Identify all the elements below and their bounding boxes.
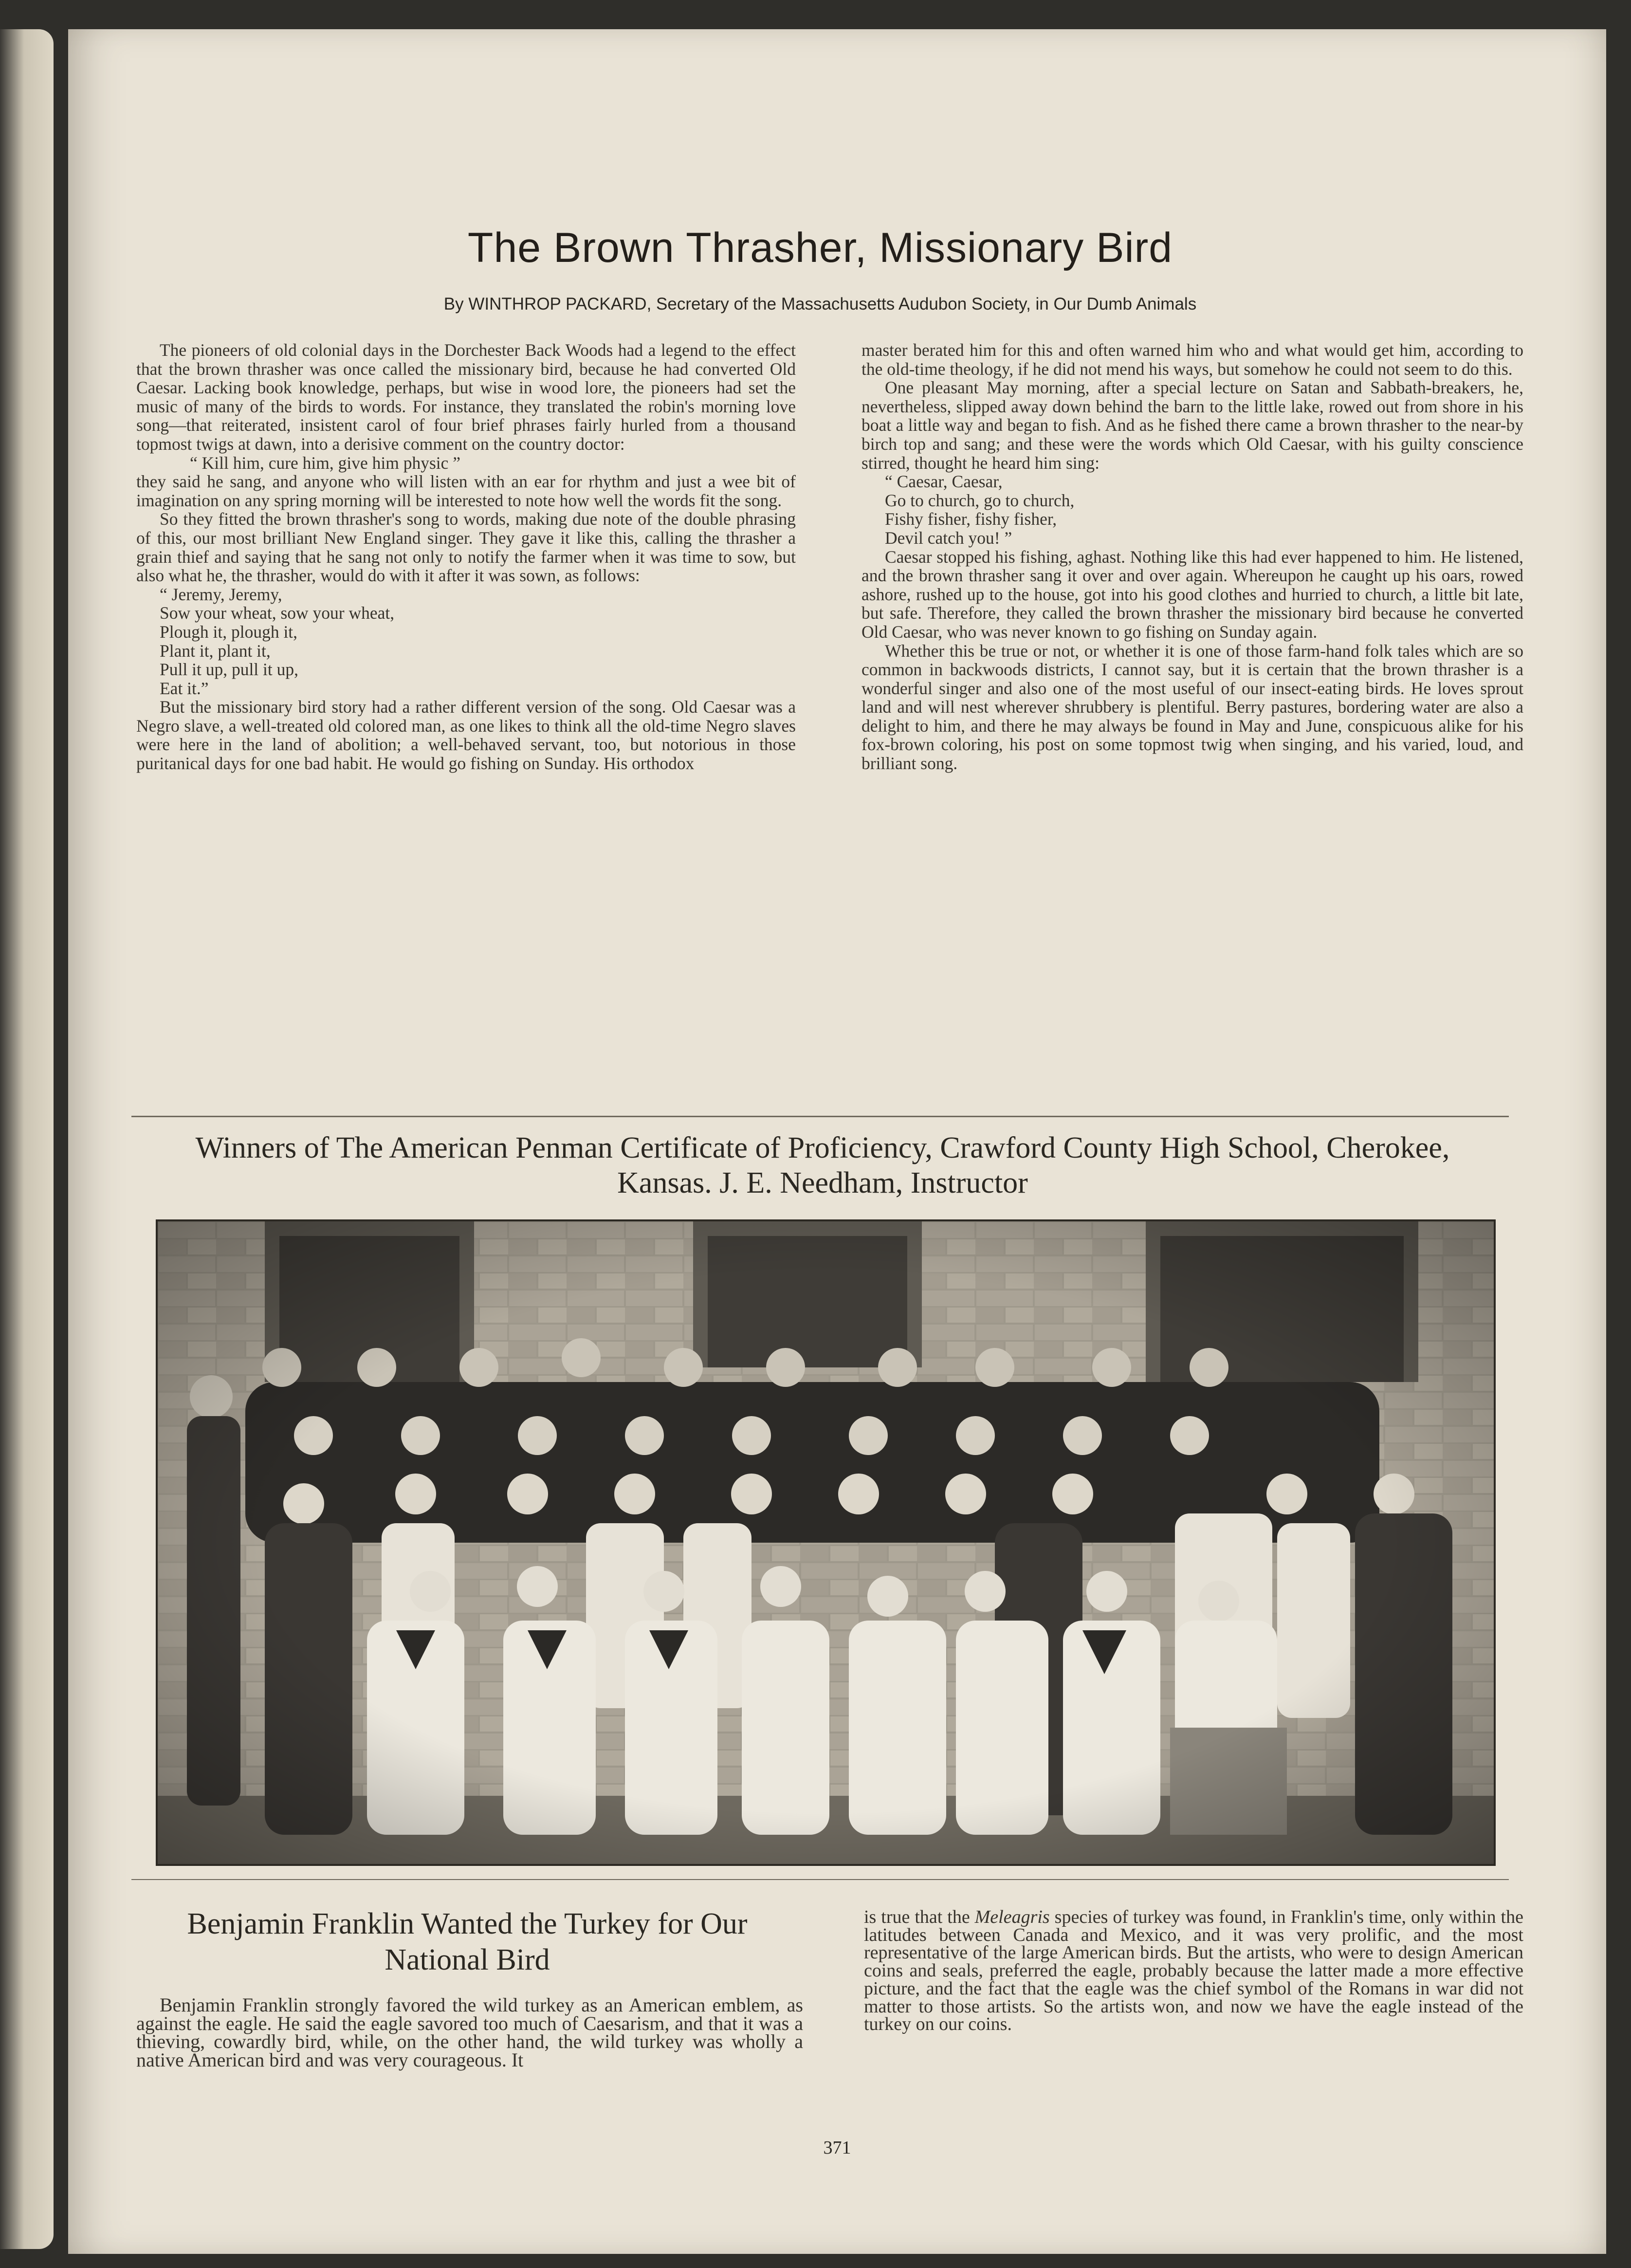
article-paragraph: they said he sang, and anyone who will listen with an ear for rhythm and just a wee bit of imagination on any spring morning will be interested to note how well the words fit the song. [136,472,796,510]
caesar-song-poem [861,472,1523,547]
poem-line: Eat it.” [160,678,209,698]
franklin-text: is true that the [864,1907,975,1927]
thrasher-song-poem [136,585,796,698]
article-paragraph: Caesar stopped his fishing, aghast. Nothing like this had ever happened to him. He listened, and the brown thrasher sang it over and over again. Whereupon he caught up his oars, rowed ashore, rushed up to the house, got into his good clothes and hurried to church, a little bit late, but safe. Therefore, they called the brown thrasher the missionary bird because he converted Old Caesar, who was never known to go fishing on Sunday again. [861,547,1523,642]
poem-line: “ Caesar, Caesar, [885,472,1003,492]
article-paragraph: So they fitted the brown thrasher's song to words, making due note of the double phrasing of this, our most brilliant New England singer. They gave it like this, calling the thrasher a grain thief and saying that he sang not only to notify the farmer when it was time to sow, but also what he, the thrasher, would do with it after it was sown, as follows: [136,509,796,586]
article-paragraph: Whether this be true or not, or whether it is one of those farm-hand folk tales which are so common in backwoods districts, I cannot say, but it is certain that the brown thrasher is a wonderful singer and also one of the most useful of our insect-eating birds. He loves sprout land and will nest wherever shrubbery is plentiful. Berry pastures, bordering water are also a delight to him, and there he may always be found in May and June, conspicuous alike for his fox-brown coloring, his post on some topmost twig when singing, and his varied, loud, and brilliant song. [861,641,1523,774]
poem-line: Go to church, go to church, [885,490,1075,510]
franklin-paragraph [864,1908,1523,2033]
article-paragraph: master berated him for this and often warned him who and what would get him, according to the old-time theology, if he did not mend his ways, but somehow he could not seem to do this. [861,340,1523,379]
page-number: 371 [823,2138,851,2158]
poem-line: Plant it, plant it, [160,641,271,661]
poem-line: Sow your wheat, sow your wheat, [160,603,395,623]
group-photo-illustration [158,1221,1494,1864]
species-name: Meleagris [974,1907,1050,1927]
robin-song-quote [136,454,796,473]
article-byline: By WINTHROP PACKARD, Secretary of the Massachusetts Audubon Society, in Our Dumb Animals [443,295,1197,313]
section-divider [131,1879,1509,1880]
section-divider [131,1116,1509,1117]
franklin-heading: Benjamin Franklin Wanted the Turkey for Our National Bird [187,1907,748,1976]
franklin-column-left [136,1996,803,2069]
article-column-left [136,341,796,773]
article-paragraph: One pleasant May morning, after a special lecture on Satan and Sabbath-breakers, he, nevertheless, slipped away down behind the barn to the little lake, rowed out from shore in his boat a little way and began to fish. And as he fished there came a brown thrasher to the near-by birch top and sang; and these were the words which Old Caesar, with his guilty conscience stirred, thought he heard him sing: [861,378,1523,473]
article-column-right [861,341,1523,773]
poem-line: “ Kill him, cure him, give him physic ” [190,453,461,473]
poem-line: Devil catch you! ” [885,528,1012,548]
poem-line: Pull it up, pull it up, [160,660,299,680]
photo-caption-line: Kansas. J. E. Needham, Instructor [617,1166,1028,1199]
poem-line: “ Jeremy, Jeremy, [160,584,282,604]
photo-caption-line: Winners of The American Penman Certificate of Proficiency, Crawford County High School, Cherokee, [195,1131,1450,1164]
class-group-photo [156,1219,1496,1866]
franklin-text: species of turkey was found, in Franklin's time, only within the latitudes between Canada and Mexico, and it was very prolific, and the most representative of the large American birds. But the artists, who were to design American coins and seals, preferred the eagle, probably because the latter made a more effective picture, and the fact that the eagle was the chief symbol of the Romans in war did not matter to those artists. So the artists won, and now we have the eagle instead of the turkey on our coins. [864,1907,1523,2035]
magazine-page [68,29,1606,2254]
poem-line: Fishy fisher, fishy fisher, [885,509,1057,529]
franklin-paragraph: Benjamin Franklin strongly favored the wild turkey as an American emblem, as against the eagle. He said the eagle savored too much of Caesarism, and that it was a thieving, cowardly bird, while, on the other hand, the wild turkey was wholly a native American bird and was very courageous. It [136,1994,803,2071]
previous-page-edge [0,29,54,2249]
franklin-column-right [864,1908,1523,2033]
article-paragraph: But the missionary bird story had a rather different version of the song. Old Caesar was a Negro slave, a well-treated old colored man, as one likes to think all the old-time Negro slaves were here in the land of abolition; a well-behaved servant, too, but notorious in those puritanical days for one bad habit. He would go fishing on Sunday. His orthodox [136,697,796,774]
article-title: The Brown Thrasher, Missionary Bird [467,224,1173,271]
article-paragraph: The pioneers of old colonial days in the Dorchester Back Woods had a legend to the effect that the brown thrasher was once called the missionary bird, because he had converted Old Caesar. Lacking book knowledge, perhaps, but wise in wood lore, the pioneers had set the music of many of the birds to words. For instance, they translated the robin's morning love song—that reiterated, insistent carol of four brief phrases fairly hurled from a thousand topmost twigs at dawn, into a derisive comment on the country doctor: [136,340,796,454]
poem-line: Plough it, plough it, [160,622,298,642]
photo-caption-heading [117,1130,1528,1200]
